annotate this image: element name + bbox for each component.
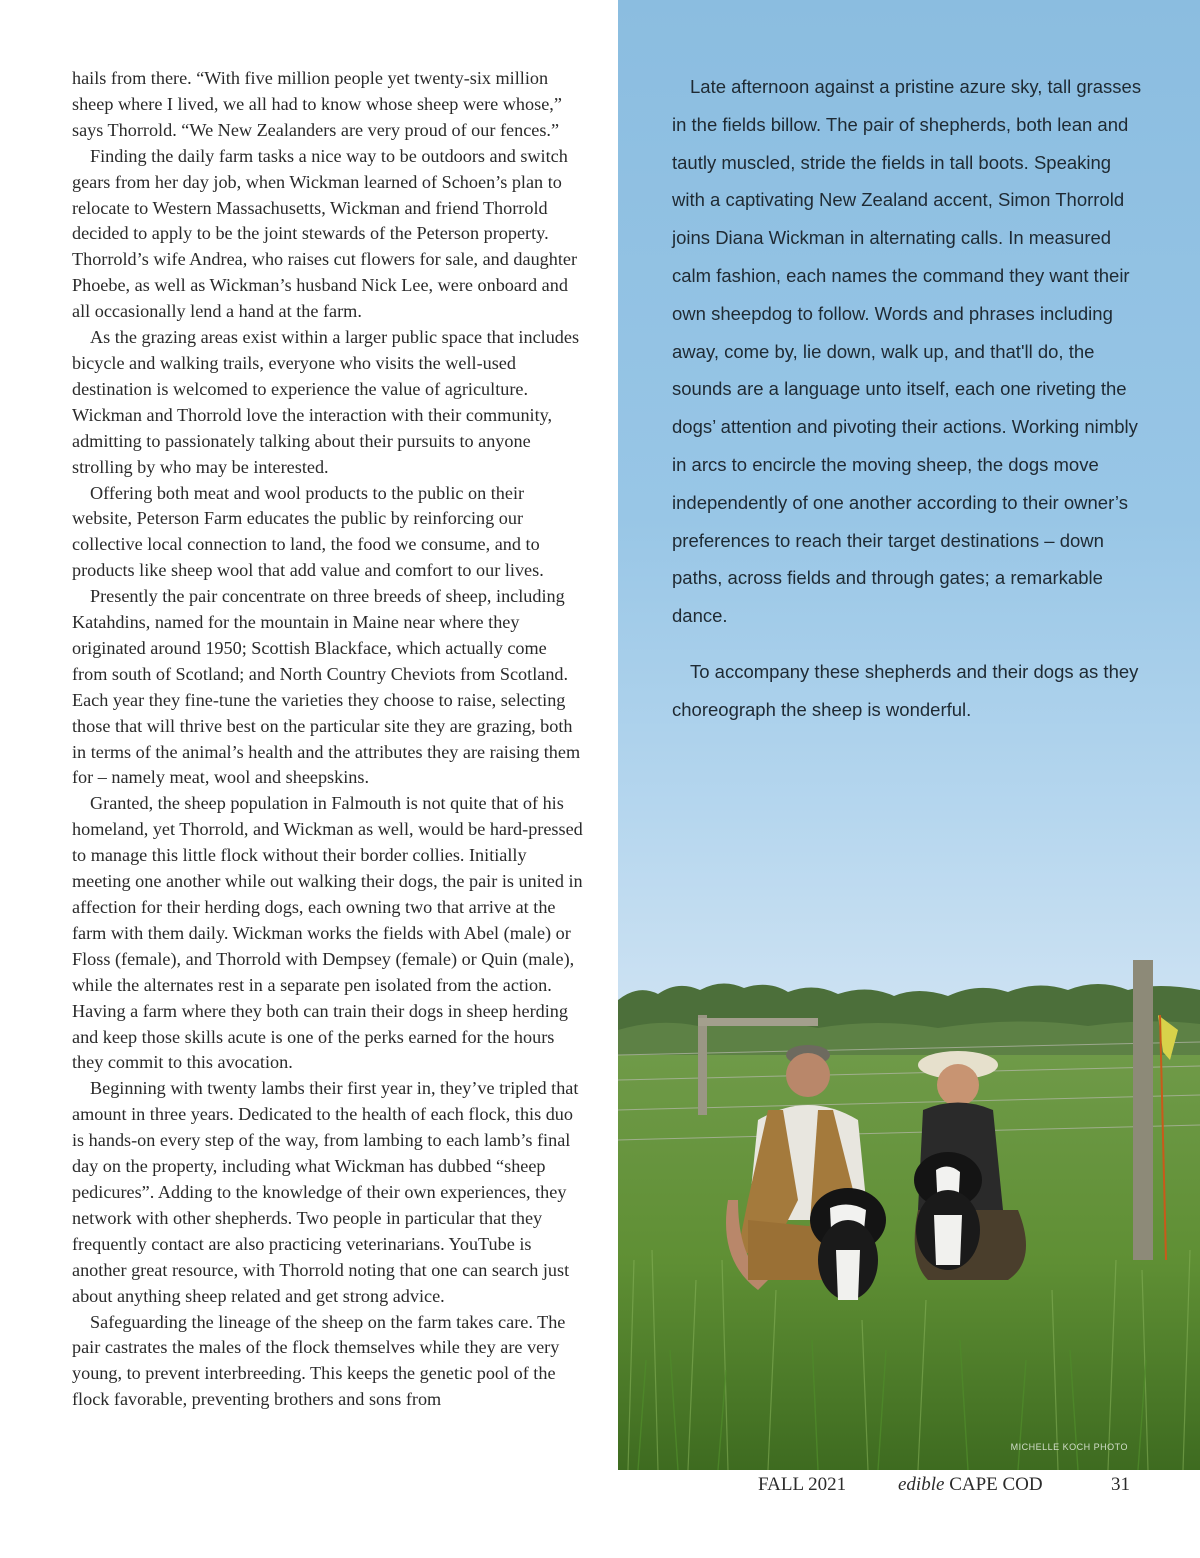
sidebar-text [672,68,1142,747]
page-number: 31 [1111,1474,1130,1495]
sidebar-paragraph: To accompany these shepherds and their dogs as they choreograph the sheep is wonderful. [672,660,1139,720]
magazine-name-rest: CAPE COD [944,1474,1043,1495]
article-paragraph: As the grazing areas exist within a larger public space that includes bicycle and walking trails, everyone who visits the well-used destination is welcomed to experience the value of agriculture. Wickman and Thorrold love the interaction with their community, admitting to passionately talking about their pursuits to anyone strolling by who may be interested. [72,327,580,477]
magazine-name-italic: edible [898,1474,945,1495]
article-column [72,66,584,1413]
article-paragraph: hails from there. “With five million people yet twenty-six million sheep where I lived, we all had to know whose sheep were whose,” says Thorrold. “We New Zealanders are very proud of our fences.” [72,68,562,140]
article-paragraph: Finding the daily farm tasks a nice way to be outdoors and switch gears from her day job, when Wickman learned of Schoen’s plan to relocate to Western Massachusetts, Wickman and friend Thorrold decided to apply to be the joint stewards of the Peterson property. Thorrold’s wife Andrea, who raises cut flowers for sale, and daughter Phoebe, as well as Wickman’s husband Nick Lee, were onboard and all occasionally lend a hand at the farm. [72,145,578,322]
article-paragraph: Presently the pair concentrate on three breeds of sheep, including Katahdins, named for the mountain in Maine near where they originated around 1950; Scottish Blackface, which actually come from south of Scotland; and North Country Cheviots from Scotland. Each year they fine-tune the varieties they choose to raise, selecting those that will thrive best on the particular site they are grazing, both in terms of the animal’s health and the attributes they are raising them for – namely meat, wool and sheepskins. [72,586,581,788]
article-paragraph: Granted, the sheep population in Falmouth is not quite that of his homeland, yet Thorrold, and Wickman as well, would be hard-pressed to manage this little flock without their border collies. Initially meeting one another while out walking their dogs, the pair is united in affection for their herding dogs, each owning two that arrive at the farm with them daily. Wickman works the fields with Abel (male) or Floss (female), and Thorrold with Dempsey (female) or Quin (male), while the alternates rest in a separate pen isolated from the action. Having a farm where they both can train their dogs in sheep herding and keep those skills acute is one of the perks earned for the hours they commit to this avocation. [72,793,583,1073]
article-paragraph: Beginning with twenty lambs their first year in, they’ve tripled that amount in three years. Dedicated to the health of each flock, this duo is hands-on every step of the way, from lambing to each lamb’s final day on the property, including what Wickman has dubbed “sheep pedicures”. Adding to the knowledge of their own experiences, they network with other shepherds. Two people in particular that they frequently contact are also practicing veterinarians. YouTube is another great resource, with Thorrold noting that one can search just about anything sheep related and get strong advice. [72,1078,579,1306]
shepherds-dogs-photo [618,960,1200,1470]
article-paragraph: Offering both meat and wool products to the public on their website, Peterson Farm educates the public by reinforcing our collective local connection to land, the food we consume, and to products like sheep wool that add value and comfort to our lives. [72,482,544,581]
article-paragraph: Safeguarding the lineage of the sheep on the farm takes care. The pair castrates the males of the flock themselves while they are very young, to prevent interbreeding. This keeps the genetic pool of the flock favorable, preventing brothers and sons from [72,1311,566,1410]
sidebar-panel [618,0,1200,1470]
sidebar-paragraph: Late afternoon against a pristine azure sky, tall grasses in the fields billow. The pair of shepherds, both lean and tautly muscled, stride the fields in tall boots. Speaking with a captivating New Zealand accent, Simon Thorrold joins Diana Wickman in alternating calls. In measured calm fashion, each names the command they want their own sheepdog to follow. Words and phrases including away, come by, lie down, walk up, and that'll do, the sounds are a language unto itself, each one riveting the dogs’ attention and pivoting their actions. Working nimbly in arcs to encircle the moving sheep, the dogs move independently of one another according to their owner’s preferences to reach their target destinations – down paths, across fields and through gates; a remarkable dance. [672,76,1142,627]
issue-label: FALL 2021 [758,1474,847,1495]
magazine-name [898,1474,1043,1496]
page-footer [758,1474,1130,1500]
photo-credit: MICHELLE KOCH PHOTO [1010,1442,1128,1452]
